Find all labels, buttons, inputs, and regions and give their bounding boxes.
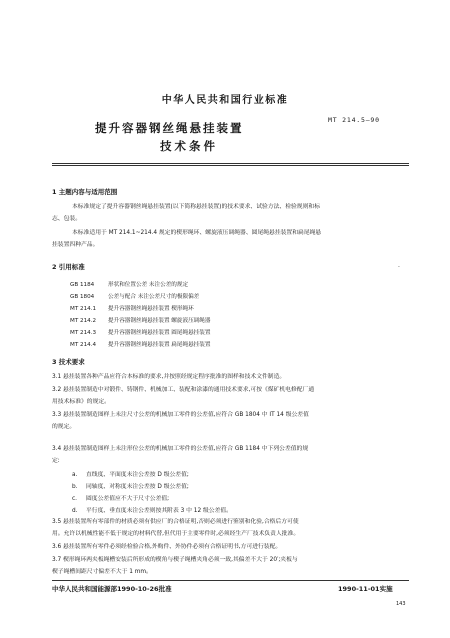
clause-3-4-line-2: 定: [52,458,60,464]
clause-3-3-line-2: 的规定。 [52,424,76,430]
reference-item: GB 1184 形状和位置公差 未注公差的规定 [70,282,189,288]
list-item: b. 同轴度、对称度未注公差按 D 级公差值; [72,484,189,490]
clause-3-7-line-2: 楔子绳槽间距尺寸偏差不大于 1 mm。 [52,569,152,575]
section-1-paragraph-2-line-1: 本标准适用于 MT 214.1~214.4 规定的楔形绳环、螺旋液压调绳器、圆尾绳悬挂装置和扁尾绳悬 [72,230,322,236]
clause-3-1: 3.1 悬挂装置各种产品应符合本标准的要求,并按照经规定程序批准的图样和技术文件制造。 [52,374,286,380]
clause-3-5-line-1: 3.5 悬挂装置所有零部件的材质必须有供应厂的合格证明,否则必须进行鉴别和化验,合格后方可使 [52,519,299,525]
clause-3-7-line-1: 3.7 楔形绳环两夹板绳槽安装后所形成的楔角与楔子绳槽夹角必须一致,其偏差不大于 20′;夹板与 [52,557,298,563]
reference-item: GB 1804 公差与配合 未注公差尺寸的极限偏差 [70,294,200,300]
clause-3-3-line-1: 3.3 悬挂装置制造图样上未注尺寸公差的机械加工零件的公差值,应符合 GB 1804 中 IT 14 级公差值 [52,412,309,418]
section-3-heading: 3 技术要求 [52,358,85,366]
section-1-paragraph-2-line-2: 挂装置四种产品。 [52,242,99,248]
clause-3-5-line-2: 用。允许以机械性能不低于规定的材料代替,但代用于主要零件时,必须经生产厂技术负责人批准。 [52,531,300,537]
list-item: c. 圆度公差值应不大于尺寸公差值; [72,496,170,502]
title-divider-bottom [52,165,409,166]
implementation-date: 1990-11-01实施 [338,585,393,593]
section-1-paragraph-1-line-1: 本标准规定了提升容器钢丝绳悬挂装置(以下简称悬挂装置)的技术要求、试验方法、检验规则和标 [72,204,320,210]
clause-3-2-line-2: 用技术标准》的规定。 [52,399,110,405]
page-number: 143 [396,601,406,607]
clause-3-2-line-1: 3.2 悬挂装置制造中对锻件、铸钢件、机械加工、装配和涂漆的通用技术要求,可按《煤矿机电修配厂通 [52,387,315,393]
clause-3-4-line-1: 3.4 悬挂装置制造图样上未注形位公差的机械加工零件的公差值,应符合 GB 1184 中下列公差值的规 [52,446,309,452]
approval-note: 中华人民共和国能源部1990-10-26批准 [52,585,172,593]
document-title: 提升容器钢丝绳悬挂装置 [95,121,244,135]
section-2-heading: 2 引用标准 [52,263,85,271]
reference-item: MT 214.4 提升容器钢丝绳悬挂装置 扁尾绳悬挂装置 [70,342,211,348]
reference-item: MT 214.3 提升容器钢丝绳悬挂装置 圆尾绳悬挂装置 [70,330,211,336]
title-divider-top [52,163,409,164]
footer-divider [52,580,409,581]
list-item: a. 直线度、平面度未注公差按 D 级公差值; [72,472,189,478]
reference-item: MT 214.1 提升容器钢丝绳悬挂装置 楔形绳环 [70,306,194,312]
section-1-paragraph-1-line-2: 志、包装。 [52,216,81,222]
standard-category-header: 中华人民共和国行业标准 [161,95,289,106]
standard-number: MT 214.5—90 [328,116,380,124]
list-item: d. 平行度、垂直度未注公差则按其附表 3 中 12 级公差值。 [72,508,232,514]
clause-3-6: 3.6 悬挂装置所有零件必须经检验合格,外购件、外协件必须有合格证明书,方可进行装配。 [52,544,282,550]
document-subtitle: 技术条件 [160,139,218,153]
reference-item: MT 214.2 提升容器钢丝绳悬挂装置 螺旋液压调绳器 [70,318,211,324]
stray-mark: · [398,264,400,271]
section-1-heading: 1 主题内容与适用范围 [52,188,118,196]
